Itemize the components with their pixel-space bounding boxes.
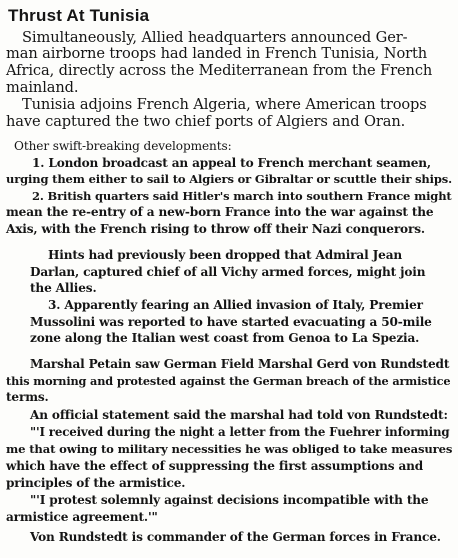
article-line: this morning and protested against the German breach of the armistice	[6, 374, 451, 388]
article-line: Darlan, captured chief of all Vichy armed forces, might join	[30, 265, 426, 279]
article-line: have captured the two chief ports of Algiers and Oran.	[6, 113, 406, 130]
article-line: which have the effect of suppressing the first assumptions and	[6, 459, 424, 473]
article-line: Tunisia adjoins French Algeria, where American troops	[22, 96, 427, 113]
article-line: Hints had previously been dropped that Admiral Jean	[48, 248, 403, 262]
article-line: armistice agreement.'"	[6, 510, 158, 524]
article-line: Marshal Petain saw German Field Marshal Gerd von Rundstedt	[30, 357, 450, 371]
article-line: Von Rundstedt is commander of the German forces in France.	[30, 530, 441, 544]
article-line: mainland.	[6, 79, 79, 96]
article-line: 2. British quarters said Hitler's march into southern France might	[32, 189, 452, 203]
article-line: Other swift-breaking developments:	[14, 139, 232, 153]
article-line: 1. London broadcast an appeal to French merchant seamen,	[32, 156, 431, 170]
article-line: terms.	[6, 390, 49, 404]
article-line: 3. Apparently fearing an Allied invasion of Italy, Premier	[48, 298, 423, 312]
article-line: An official statement said the marshal had told von Rundstedt:	[30, 408, 448, 422]
article-line: Africa, directly across the Mediterranean from the French	[6, 62, 433, 79]
article-line: "'I protest solemnly against decisions incompatible with the	[30, 493, 429, 507]
article-line: "'I received during the night a letter from the Fuehrer informing	[30, 425, 450, 439]
article-line: Mussolini was reported to have started evacuating a 50-mile	[30, 315, 432, 329]
article-line: principles of the armistice.	[6, 476, 186, 490]
article-line: the Allies.	[30, 281, 97, 295]
article-line: zone along the Italian west coast from Genoa to La Spezia.	[30, 331, 420, 345]
article-line: man airborne troops had landed in French Tunisia, North	[6, 45, 428, 62]
article-line: mean the re-entry of a new-born France into the war against the	[6, 205, 434, 219]
article-line: me that owing to military necessities he was obliged to take measures	[6, 442, 453, 456]
article-line: Simultaneously, Allied headquarters announced Ger-	[22, 29, 408, 46]
article-line: urging them either to sail to Algiers or Gibraltar or scuttle their ships.	[6, 172, 452, 186]
headline: Thrust At Tunisia	[8, 6, 150, 25]
article-line: Axis, with the French rising to throw off their Nazi conquerors.	[6, 222, 425, 236]
